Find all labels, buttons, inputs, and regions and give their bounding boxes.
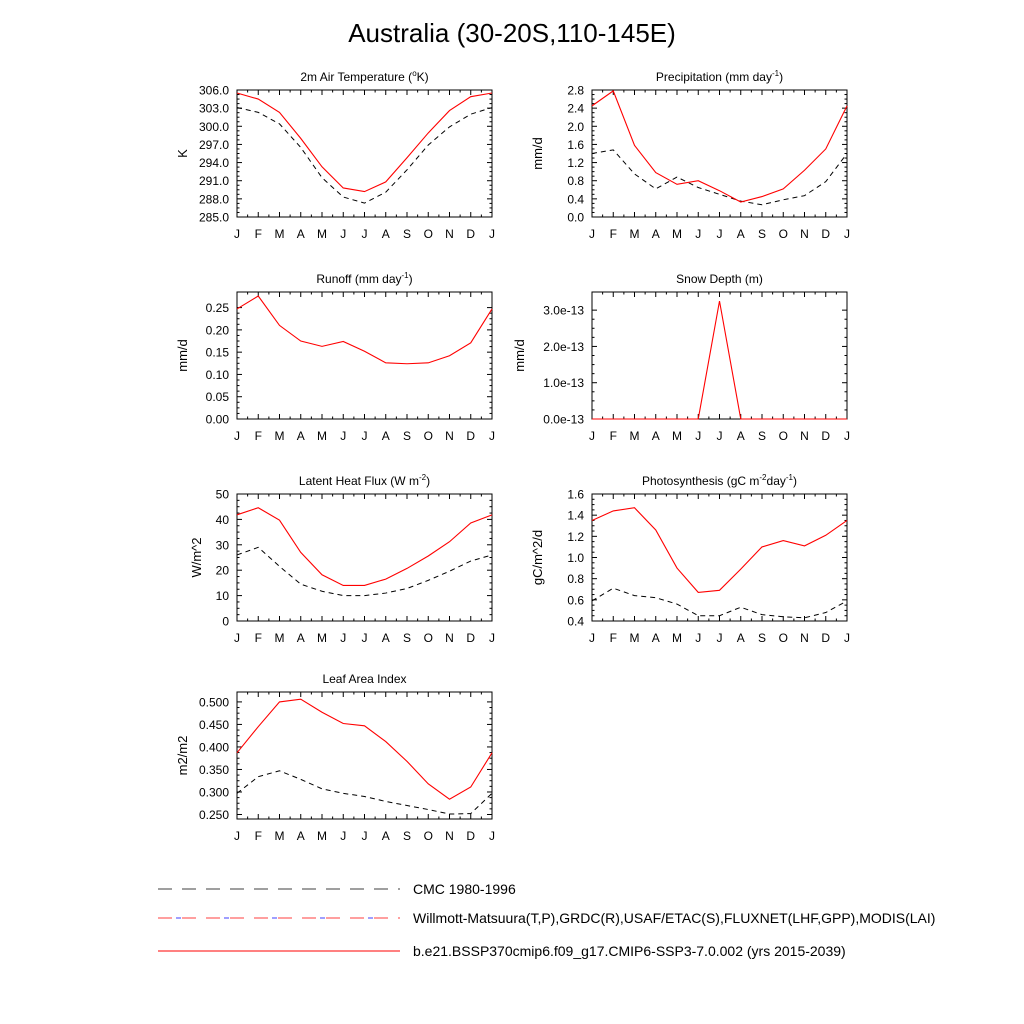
panel-2m-air-temperature	[175, 69, 495, 241]
panel-gpp-frame	[592, 494, 847, 621]
panel-precip-xtick-label: O	[778, 227, 788, 241]
panel-runoff-ytick-label: 0.15	[205, 345, 229, 360]
panel-gpp-xtick-label: S	[757, 631, 767, 645]
panel-precip-xtick-label: M	[629, 227, 640, 241]
panel-t2m-title: 2m Air Temperature ($^o$K)	[300, 69, 429, 84]
panel-latent-heat-flux	[189, 473, 495, 645]
panel-lhf-xtick-label: N	[445, 631, 454, 645]
panel-runoff-xtick-label: M	[317, 429, 327, 443]
panel-snow-xtick-label: J	[844, 429, 850, 443]
panel-lhf-ylabel: W/m^2	[189, 537, 204, 578]
panel-lai-ytick-label: 0.300	[198, 785, 229, 800]
panel-gpp-xtick-label: J	[844, 631, 850, 645]
panel-precip-series-model	[592, 91, 847, 202]
panel-precip-xtick-label: J	[716, 227, 723, 241]
panel-precipitation	[530, 69, 850, 241]
panel-lhf-xtick-label: S	[402, 631, 412, 645]
panel-snow-xtick-label: A	[651, 429, 660, 443]
panel-lhf-ytick-label: 20	[215, 563, 229, 578]
panel-gpp-ytick-label: 0.6	[567, 593, 584, 608]
panel-precip-ytick-label: 1.2	[567, 156, 584, 171]
panel-gpp-xtick-label: O	[778, 631, 788, 645]
panel-gpp-ytick-label: 1.0	[567, 551, 584, 565]
panel-t2m-xtick-label: O	[423, 227, 433, 241]
panel-lai-xtick-label: N	[445, 829, 454, 843]
panel-t2m-xtick-label: D	[466, 227, 476, 241]
panel-precip-frame	[592, 90, 847, 217]
panel-precip-ytick-label: 0.8	[567, 174, 584, 189]
panel-precip-ytick-label: 0.0	[567, 210, 584, 225]
panel-lai-ytick-label: 0.500	[198, 695, 229, 710]
panel-runoff-xtick-label: J	[489, 429, 495, 443]
panel-snow-xtick-label: M	[629, 429, 640, 443]
figure-title: Australia (30-20S,110-145E)	[348, 18, 676, 48]
panel-lai-ylabel: m2/m2	[175, 735, 190, 776]
panel-lai-xtick-label: F	[254, 829, 262, 843]
panel-t2m-xtick-label: J	[340, 227, 347, 241]
panel-runoff-series-model	[237, 296, 492, 364]
panel-gpp-xtick-label: J	[695, 631, 702, 645]
panel-precip-ytick-label: 2.8	[567, 83, 584, 98]
panel-runoff-xtick-label: D	[466, 429, 476, 443]
panel-precip-ylabel: mm/d	[530, 137, 545, 170]
panel-t2m-ytick-label: 294.0	[198, 156, 229, 171]
panel-snow-ylabel: mm/d	[512, 339, 527, 372]
panel-precip-xtick-label: A	[736, 227, 745, 241]
panel-t2m-xtick-label: M	[274, 227, 285, 241]
panel-lhf-ytick-label: 40	[215, 512, 229, 527]
panel-snow-xtick-label: M	[672, 429, 682, 443]
panel-t2m-frame	[237, 90, 492, 217]
panel-t2m-xtick-label: N	[445, 227, 454, 241]
panel-lhf-ytick-label: 30	[215, 538, 229, 553]
legend-item-observations	[158, 910, 935, 926]
panel-runoff-ytick-label: 0.05	[205, 390, 229, 405]
panel-gpp-ytick-label: 0.8	[567, 572, 584, 587]
panel-lai-xtick-label: M	[274, 829, 285, 843]
panel-lhf-xtick-label: M	[274, 631, 285, 645]
panel-gpp-xtick-label: D	[821, 631, 831, 645]
panel-snow-xtick-label: O	[778, 429, 788, 443]
panel-runoff-frame	[237, 292, 492, 419]
panel-gpp-ytick-label: 0.4	[567, 614, 584, 629]
panel-snow-title: Snow Depth (m)	[676, 272, 763, 286]
panel-lai-xtick-label: A	[296, 829, 305, 843]
panel-runoff-xtick-label: N	[445, 429, 454, 443]
panel-lai-series-obs	[237, 771, 492, 814]
panel-gpp-ytick-label: 1.2	[567, 529, 584, 544]
panel-gpp-ytick-label: 1.6	[567, 487, 584, 502]
panel-snow-series-model	[592, 301, 847, 419]
panel-t2m-series-model	[237, 93, 492, 192]
panel-t2m-ytick-label: 297.0	[198, 137, 229, 152]
panel-lai-xtick-label: J	[489, 829, 495, 843]
panel-precip-ytick-label: 1.6	[567, 137, 584, 152]
panel-runoff-ytick-label: 0.20	[205, 323, 229, 338]
panel-t2m-xtick-label: A	[381, 227, 390, 241]
panel-runoff-title: Runoff (mm day$^{-1}$)	[316, 271, 413, 286]
legend-item-model	[158, 943, 846, 959]
panel-runoff-xtick-label: J	[340, 429, 347, 443]
panel-t2m-series-obs	[237, 108, 492, 204]
panel-precip-title: Precipitation (mm day$^{-1}$)	[655, 69, 784, 84]
panel-lhf-xtick-label: J	[340, 631, 347, 645]
panel-snow-xtick-label: J	[589, 429, 595, 443]
panel-snow-frame	[592, 292, 847, 419]
panel-t2m-xtick-label: F	[254, 227, 262, 241]
panel-lhf-xtick-label: D	[466, 631, 476, 645]
panel-lai-series-model	[237, 699, 492, 799]
panel-precip-xtick-label: J	[844, 227, 850, 241]
panel-gpp-series-model	[592, 508, 847, 593]
legend-label-observations: Willmott-Matsuura(T,P),GRDC(R),USAF/ETAC(S),FLUXNET(LHF,GPP),MODIS(LAI)	[413, 910, 936, 926]
panel-gpp-xtick-label: M	[629, 631, 640, 645]
panel-lai-xtick-label: O	[423, 829, 433, 843]
panel-runoff-ytick-label: 0.25	[205, 301, 229, 316]
panel-precip-xtick-label: A	[651, 227, 660, 241]
panel-precip-xtick-label: F	[609, 227, 617, 241]
panel-lai-xtick-label: J	[234, 829, 240, 843]
panel-t2m-ytick-label: 285.0	[198, 210, 229, 225]
panel-snow-ytick-label: 1.0e-13	[543, 376, 584, 391]
panel-runoff-xtick-label: F	[254, 429, 262, 443]
panel-leaf-area-index	[175, 672, 495, 843]
panel-t2m-xtick-label: J	[234, 227, 240, 241]
panel-precip-ytick-label: 2.0	[567, 119, 584, 134]
panel-gpp-series-obs	[592, 588, 847, 618]
panel-lai-xtick-label: S	[402, 829, 412, 843]
panel-snow-ytick-label: 3.0e-13	[543, 303, 584, 318]
panel-lai-ytick-label: 0.450	[198, 717, 229, 732]
panel-runoff	[175, 271, 495, 443]
panel-snow-depth	[512, 272, 850, 443]
panel-runoff-xtick-label: J	[361, 429, 368, 443]
panel-lhf-xtick-label: J	[361, 631, 368, 645]
panel-precip-ytick-label: 0.4	[567, 192, 584, 207]
panel-lai-xtick-label: D	[466, 829, 476, 843]
panel-precip-xtick-label: D	[821, 227, 831, 241]
panel-runoff-ytick-label: 0.00	[205, 412, 229, 427]
panel-t2m-ytick-label: 288.0	[198, 192, 229, 207]
panel-lhf-xtick-label: J	[489, 631, 495, 645]
panel-gpp-xtick-label: M	[672, 631, 682, 645]
panel-lhf-xtick-label: J	[234, 631, 240, 645]
panel-t2m-xtick-label: S	[402, 227, 412, 241]
panel-snow-xtick-label: F	[609, 429, 617, 443]
panel-snow-xtick-label: S	[757, 429, 767, 443]
panel-lai-ytick-label: 0.400	[198, 740, 229, 755]
panel-gpp-xtick-label: N	[800, 631, 809, 645]
legend-item-cmc	[158, 881, 516, 897]
panel-t2m-ytick-label: 291.0	[198, 174, 229, 189]
panel-photosynthesis	[530, 473, 850, 645]
panel-snow-xtick-label: J	[716, 429, 723, 443]
panel-lhf-xtick-label: A	[381, 631, 390, 645]
panel-t2m-ylabel: K	[175, 149, 190, 158]
panel-lhf-xtick-label: O	[423, 631, 433, 645]
panel-lai-title: Leaf Area Index	[322, 672, 407, 686]
panel-lhf-series-model	[237, 508, 492, 586]
panel-runoff-xtick-label: A	[296, 429, 305, 443]
panel-lhf-xtick-label: M	[317, 631, 327, 645]
panel-gpp-xtick-label: J	[589, 631, 595, 645]
panel-t2m-xtick-label: J	[489, 227, 495, 241]
panel-t2m-ytick-label: 306.0	[198, 83, 229, 98]
panel-runoff-ytick-label: 0.10	[205, 367, 229, 382]
panel-gpp-title: Photosynthesis (gC $m^{-2}day^{-1}$)	[642, 473, 797, 488]
panel-runoff-xtick-label: O	[423, 429, 433, 443]
panel-runoff-xtick-label: S	[402, 429, 412, 443]
panel-t2m-xtick-label: A	[296, 227, 305, 241]
panel-lhf-title: Latent Heat Flux (W $m^{-2}$)	[298, 473, 431, 488]
panel-lai-xtick-label: A	[381, 829, 390, 843]
panel-lai-xtick-label: J	[361, 829, 368, 843]
legend-label-model: b.e21.BSSP370cmip6.f09_g17.CMIP6-SSP3-7.0.002 (yrs 2015-2039)	[413, 943, 846, 959]
panel-precip-xtick-label: N	[800, 227, 809, 241]
panel-lhf-frame	[237, 494, 492, 621]
legend-label-cmc: CMC 1980-1996	[413, 881, 516, 897]
panel-runoff-ylabel: mm/d	[175, 339, 190, 372]
panel-lhf-xtick-label: A	[296, 631, 305, 645]
panel-precip-xtick-label: S	[757, 227, 767, 241]
panel-runoff-xtick-label: J	[234, 429, 240, 443]
panel-precip-xtick-label: J	[589, 227, 595, 241]
panel-snow-ytick-label: 0.0e-13	[543, 412, 584, 427]
panel-gpp-xtick-label: A	[736, 631, 745, 645]
panel-gpp-xtick-label: J	[716, 631, 723, 645]
panel-snow-xtick-label: D	[821, 429, 831, 443]
panel-lhf-ytick-label: 10	[215, 589, 229, 604]
panel-precip-xtick-label: J	[695, 227, 702, 241]
panel-t2m-ytick-label: 300.0	[198, 119, 229, 134]
panel-precip-series-obs	[592, 150, 847, 205]
panel-runoff-xtick-label: M	[274, 429, 285, 443]
panel-gpp-ylabel: gC/m^2/d	[530, 529, 545, 586]
panel-lhf-series-obs	[237, 547, 492, 595]
panel-lai-ytick-label: 0.250	[198, 807, 229, 822]
panel-precip-xtick-label: M	[672, 227, 682, 241]
panel-lai-xtick-label: M	[317, 829, 327, 843]
panel-runoff-xtick-label: A	[381, 429, 390, 443]
panel-gpp-ytick-label: 1.4	[567, 508, 584, 523]
panel-snow-xtick-label: A	[736, 429, 745, 443]
legend	[158, 881, 935, 959]
panel-lai-xtick-label: J	[340, 829, 347, 843]
panel-snow-ytick-label: 2.0e-13	[543, 339, 584, 354]
panel-lai-frame	[237, 692, 492, 819]
panel-snow-xtick-label: N	[800, 429, 809, 443]
panel-lhf-ytick-label: 0	[222, 614, 229, 629]
panel-t2m-xtick-label: M	[317, 227, 327, 241]
panel-gpp-xtick-label: F	[609, 631, 617, 645]
panel-t2m-ytick-label: 303.0	[198, 101, 229, 116]
panel-t2m-xtick-label: J	[361, 227, 368, 241]
panel-precip-ytick-label: 2.4	[567, 101, 584, 116]
panel-snow-xtick-label: J	[695, 429, 702, 443]
panel-lhf-ytick-label: 50	[215, 487, 229, 502]
panel-lhf-xtick-label: F	[254, 631, 262, 645]
panel-gpp-xtick-label: A	[651, 631, 660, 645]
panel-lai-ytick-label: 0.350	[198, 762, 229, 777]
